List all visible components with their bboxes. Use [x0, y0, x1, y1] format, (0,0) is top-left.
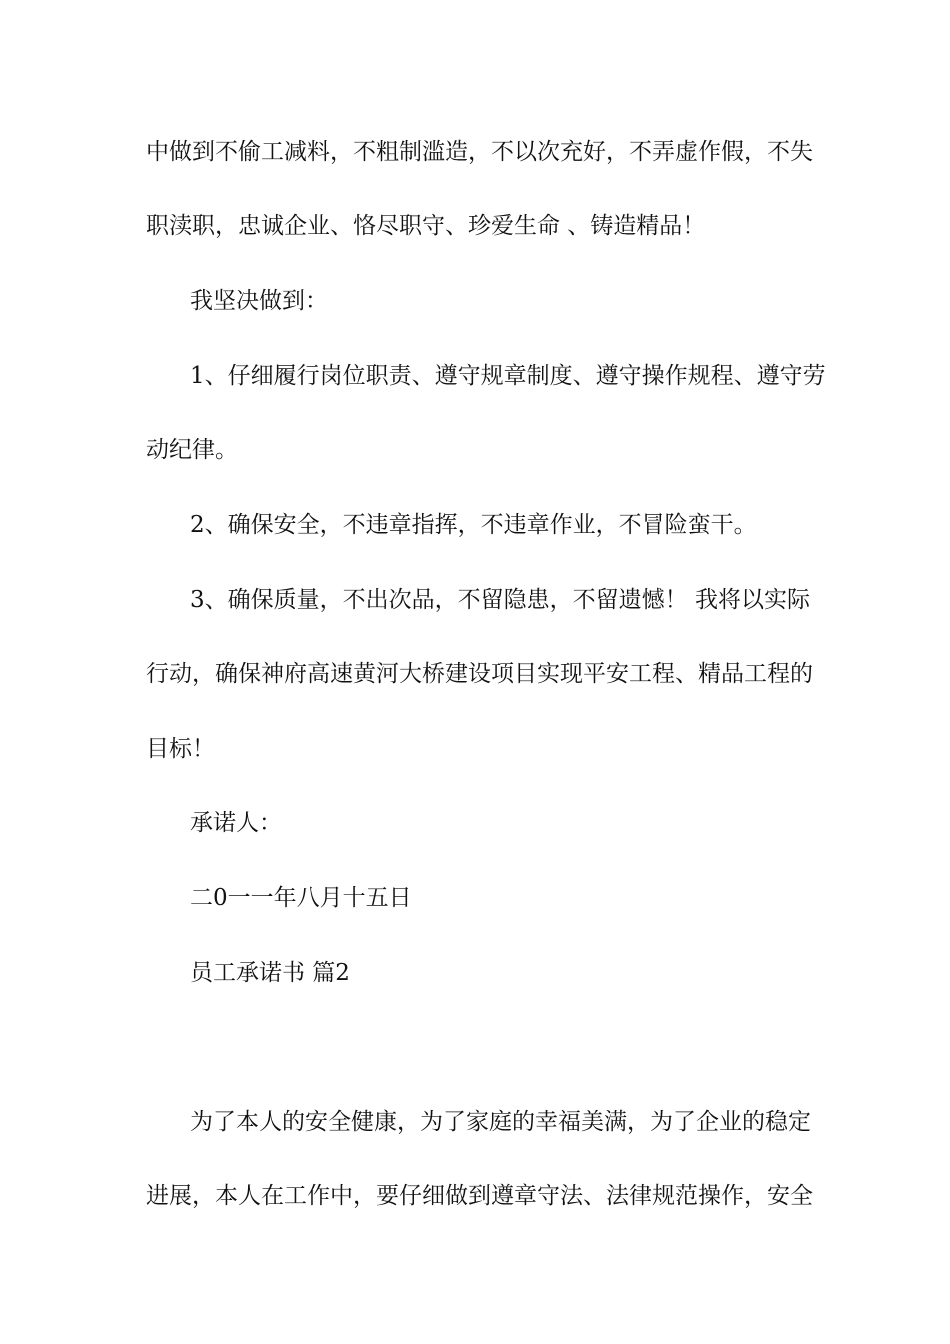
- paragraph-line-3: 我坚决做到：: [190, 288, 328, 314]
- paragraph-line-6: 2、确保安全，不违章指挥，不违章作业，不冒险蛮干。: [190, 512, 757, 538]
- paragraph-line-9: 目标！: [146, 736, 215, 762]
- paragraph-line-7: 3、确保质量，不出次品，不留隐患，不留遗憾！ 我将以实际: [190, 587, 810, 613]
- paragraph-line-13: 为了本人的安全健康，为了家庭的幸福美满，为了企业的稳定: [190, 1109, 811, 1135]
- paragraph-line-2: 职渎职，忠诚企业、恪尽职守、珍爱生命 、铸造精品！: [146, 213, 706, 239]
- paragraph-line-8: 行动，确保神府高速黄河大桥建设项目实现平安工程、精品工程的: [146, 661, 813, 687]
- signature-label: 承诺人：: [190, 810, 282, 836]
- paragraph-line-1: 中做到不偷工减料，不粗制滥造，不以次充好，不弄虚作假，不失: [146, 139, 813, 165]
- paragraph-line-4: 1、仔细履行岗位职责、遵守规章制度、遵守操作规程、遵守劳: [190, 363, 826, 389]
- paragraph-line-5: 动纪律。: [146, 437, 238, 463]
- section-heading: 员工承诺书 篇2: [190, 960, 350, 986]
- date-line: 二0一一年八月十五日: [190, 885, 412, 911]
- paragraph-line-14: 进展，本人在工作中，要仔细做到遵章守法、法律规范操作，安全: [146, 1183, 813, 1209]
